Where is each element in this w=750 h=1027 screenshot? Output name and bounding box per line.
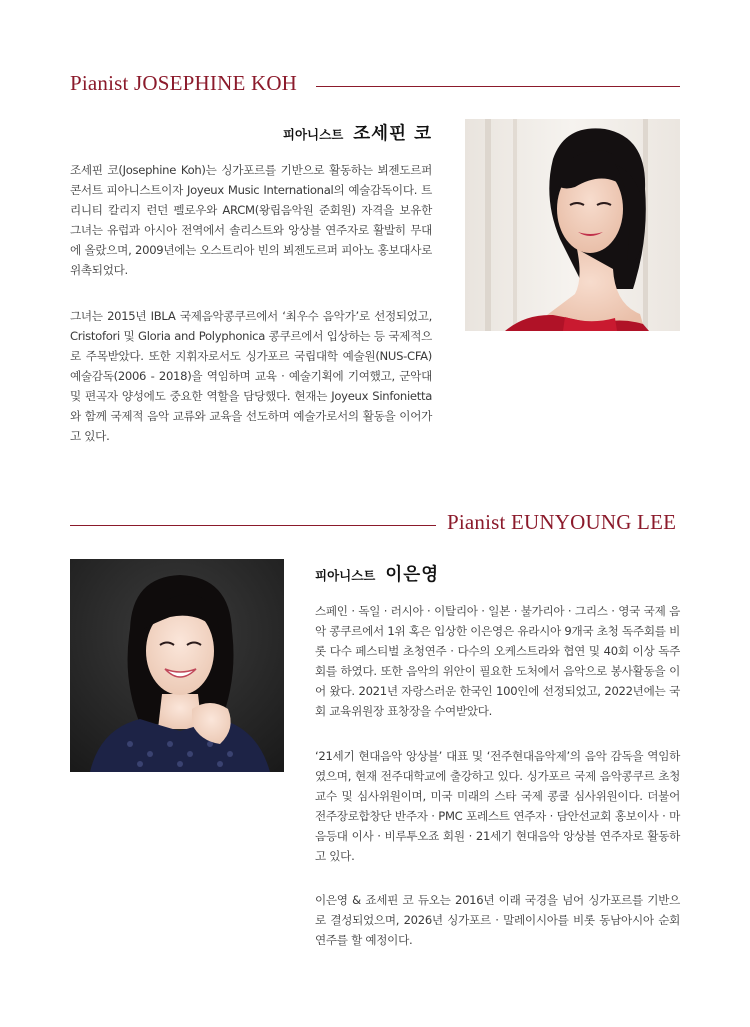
section2-rule	[70, 525, 436, 526]
josephine-koh-photo	[465, 119, 680, 331]
section1-name-line	[283, 120, 432, 145]
section2-name: 이은영	[385, 565, 440, 585]
section1-title: Pianist JOSEPHINE KOH	[70, 71, 298, 95]
section1-paragraph-1: 조세핀 코(Josephine Koh)는 싱가포르를 기반으로 활동하는 뵈젠도르퍼 콘서트 피아니스트이자 Joyeux Music International의 예술감독이다. 트리니티 칼리지 런던 펠로우와 ARCM(왕립음악원 준회원) 자격을 보유한 그녀는 유럽과 아시아 전역에서 솔리스트와 앙상블 연주자로 활발히 무대에 올랐으며, 2009년에는 오스트리아 빈의 뵈젠도르퍼 피아노 홍보대사로 위촉되었다.	[70, 163, 432, 277]
section1-rule	[316, 86, 680, 87]
section1-name: 조세핀 코	[353, 124, 432, 144]
eunyoung-lee-photo	[70, 559, 284, 772]
section2-paragraph-1: 스페인 · 독일 · 러시아 · 이탈리아 · 일본 · 불가리아 · 그리스 · 영국 국제 음악 콩쿠르에서 1위 혹은 입상한 이은영은 유라시아 9개국 초청 독주회를 비롯 다수 페스티벌 초청연주 · 다수의 오케스트라와 협연 및 40회 이상 독주회를 하였다. 또한 음악의 위안이 필요한 도처에서 음악으로 봉사활동을 이어 왔다. 2021년 자랑스러운 한국인 100인에 선정되었고, 2022년에는 국회 교육위원장 표창장을 수여받았다.	[315, 604, 680, 718]
section2-name-line	[315, 561, 439, 586]
section1-paragraph-2: 그녀는 2015년 IBLA 국제음악콩쿠르에서 ‘최우수 음악가’로 선정되었고, Cristofori 및 Gloria and Polyphonica 콩쿠르에서 입상하는 등 국제적으로 주목받았다. 또한 지휘자로서도 싱가포르 국립대학 예술원(NUS-CFA) 예술감독(2006 - 2018)을 역임하며 교육 · 예술기획에 기여했고, 군악대 및 편곡자 양성에도 중요한 역할을 담당했다. 현재는 Joyeux Sinfonietta와 함께 국제적 음악 교류와 교육을 선도하며 예술가로서의 활동을 이어가고 있다.	[70, 309, 432, 443]
section2-title: Pianist EUNYOUNG LEE	[447, 510, 677, 534]
section2-paragraph-2: ‘21세기 현대음악 앙상블’ 대표 및 ‘전주현대음악제’의 음악 감독을 역임하였으며, 현재 전주대학교에 출강하고 있다. 싱가포르 국제 음악콩쿠르 초청교수 및 심사위원이며, 미국 미래의 스타 국제 콩쿨 심사위원이다. 더불어 전주장로합창단 반주자 · PMC 포레스트 연주자 · 담안선교회 홍보이사 · 마음등대 이사 · 비루투오죠 회원 · 21세기 현대음악 앙상블 연주자로 활동하고 있다.	[315, 749, 680, 863]
section1-role: 피아니스트	[282, 127, 344, 142]
section2-role: 피아니스트	[315, 568, 376, 583]
section2-paragraph-3: 이은영 & 죠세핀 코 듀오는 2016년 이래 국경을 넘어 싱가포르를 기반으로 결성되었으며, 2026년 싱가포르 · 말레이시아를 비롯 동남아시아 순회연주를 할 예정이다.	[315, 893, 680, 947]
